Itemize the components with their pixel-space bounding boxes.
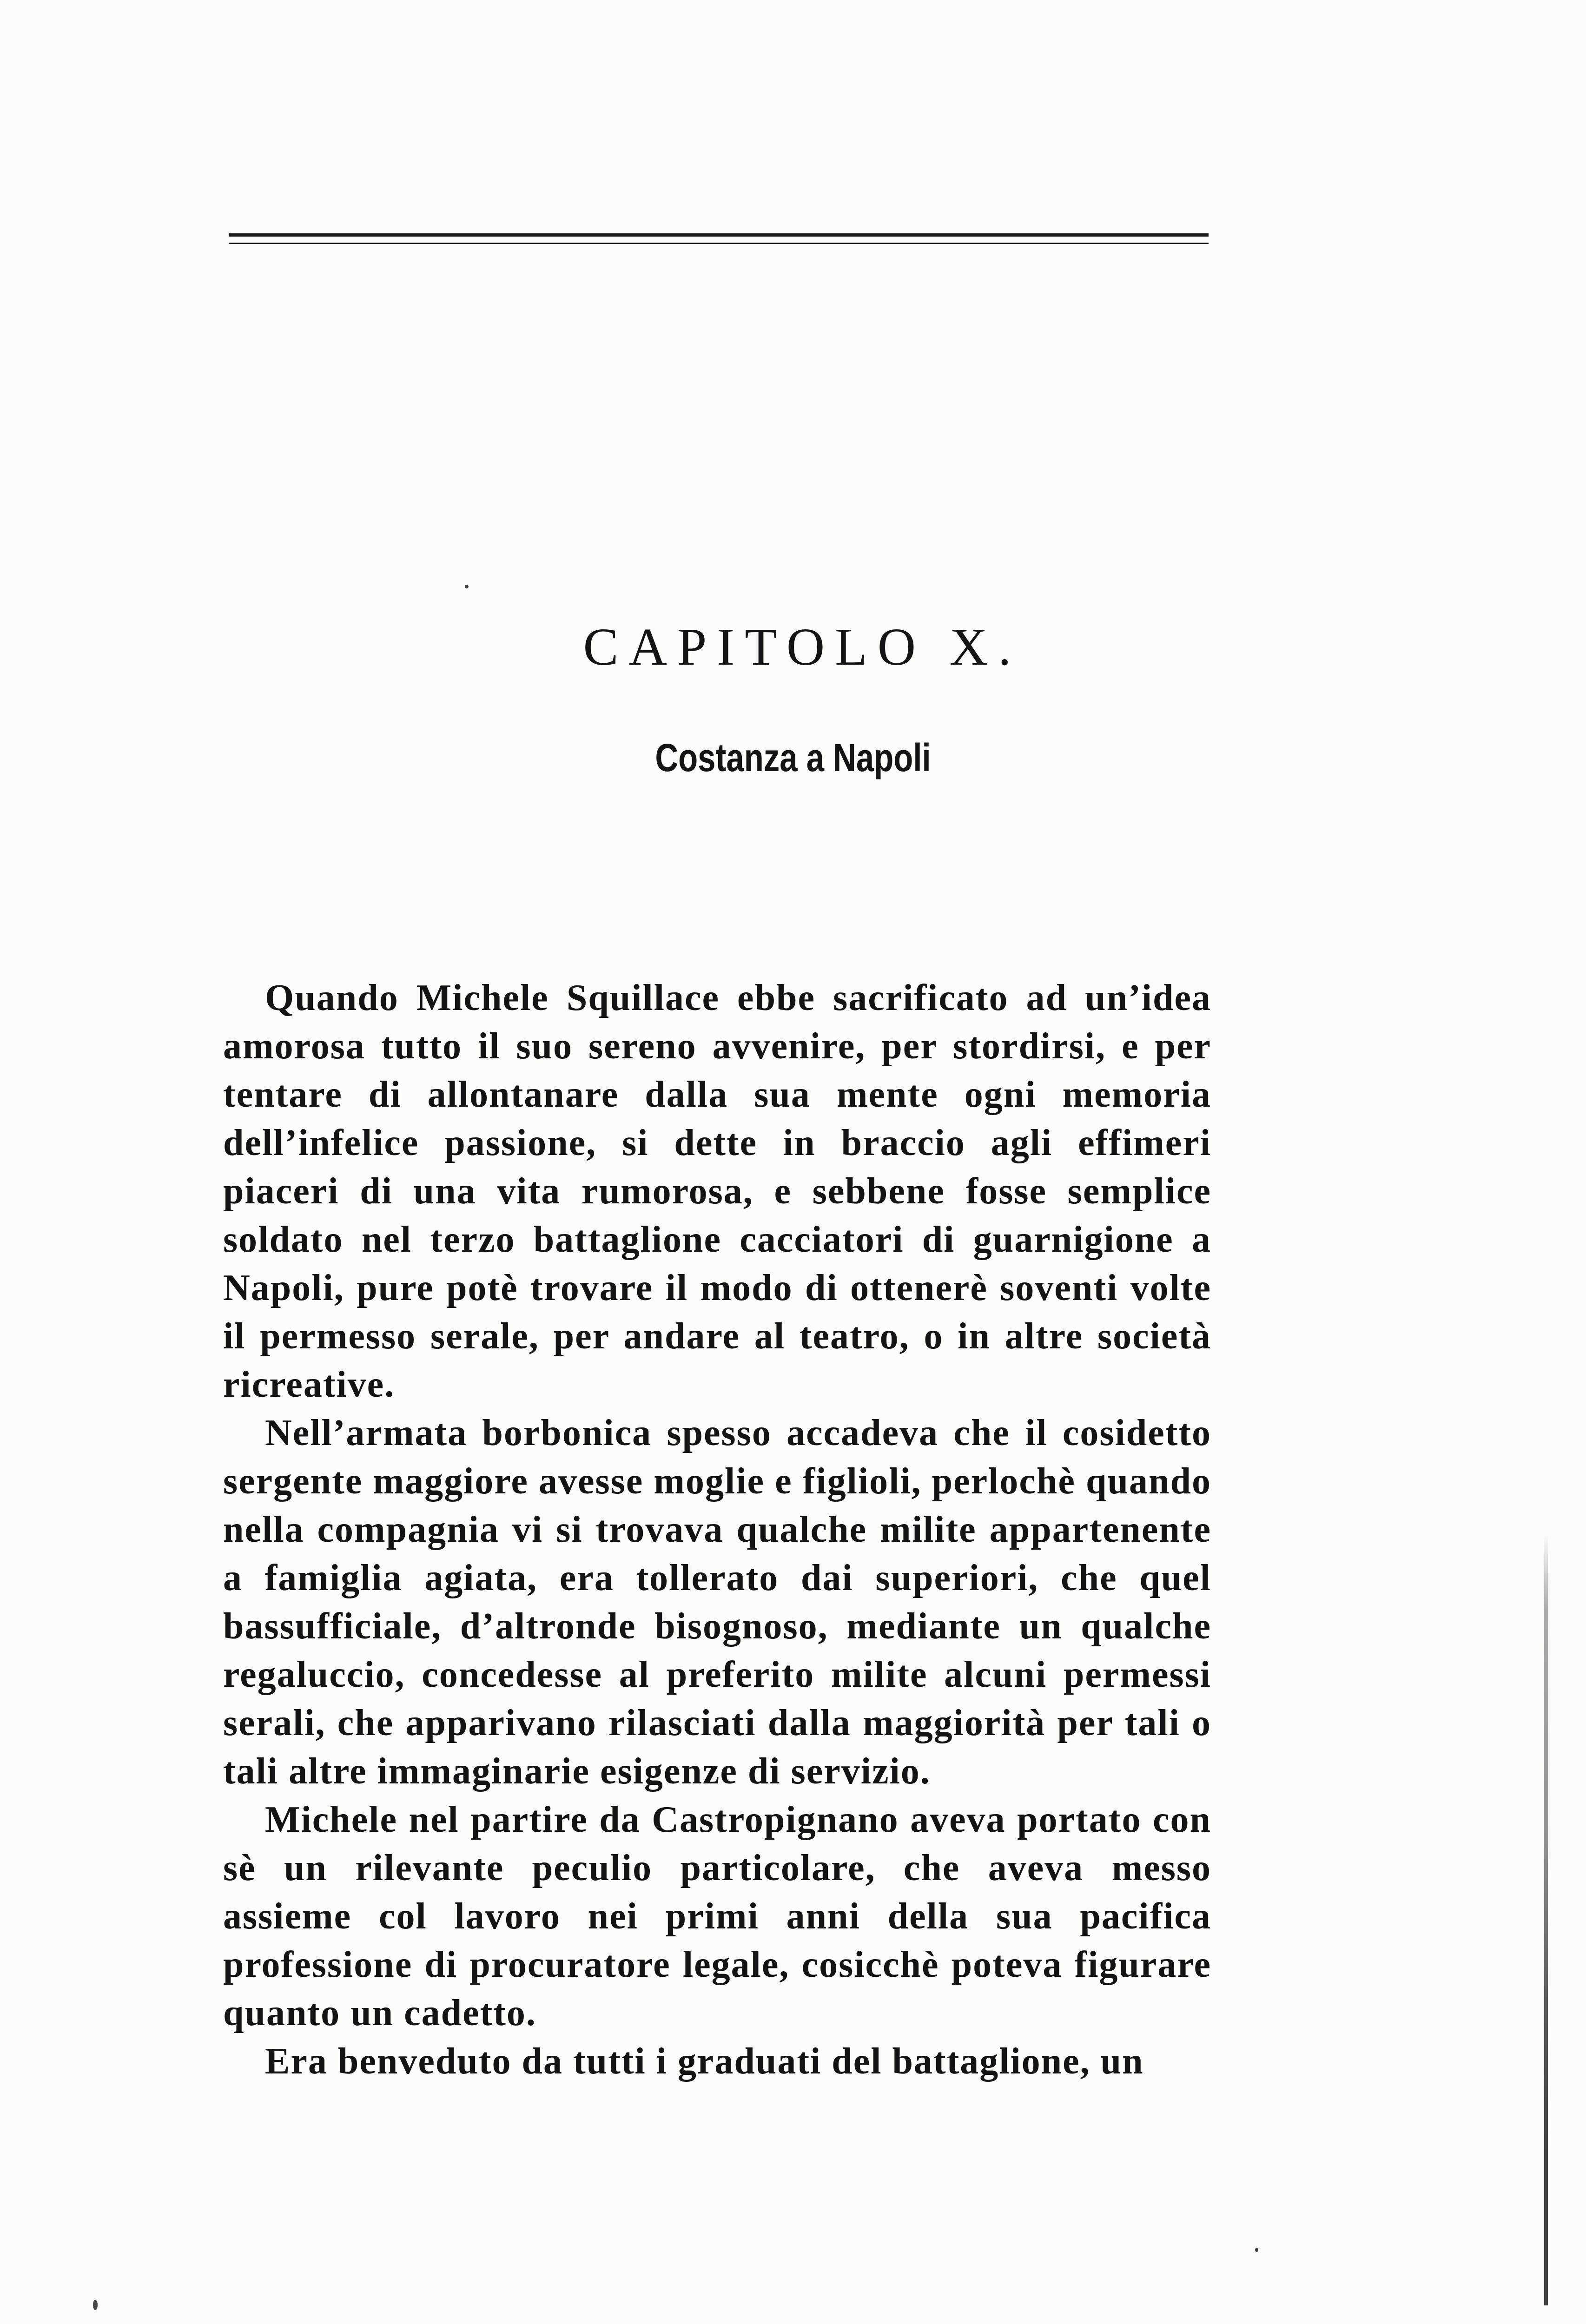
paragraph-4: Era benveduto da tutti i graduati del battaglione, un [265,2041,1144,2082]
chapter-title: Costanza a Napoli [655,736,931,779]
ink-speck [465,585,469,588]
ink-speck [93,2300,98,2310]
chapter-heading: CAPITOLO X. [583,617,1022,676]
paragraph-2: Nell’armata borbonica spesso accadeva che il cosidetto sergente maggiore avesse moglie e figlioli, perlochè quando nella compagnia vi si trovava qualche milite appartenente a famiglia agiata, era tollerato dai superiori, che quel bassufficiale, d’altronde bisognoso, mediante un qualche regaluccio, concedesse al preferito milite alcuni permessi serali, che apparivano rilasciati dalla maggiorità per tali o tali altre immaginarie esigenze di servizio. [223,1413,1211,1792]
body-text [223,974,1211,2086]
ink-speck [1255,2248,1258,2252]
paragraph-1: Quando Michele Squillace ebbe sacrificato ad un’idea amorosa tutto il suo sereno avvenire, per stordirsi, e per tentare di allontanare dalla sua mente ogni memoria dell’infelice passione, si dette in braccio agli effimeri piaceri di una vita rumorosa, e sebbene fosse semplice soldato nel terzo battaglione cacciatori di guarnigione a Napoli, pure potè trovare il modo di ottenerè soventi volte il permesso serale, per andare al teatro, o in altre società ricreative. [223,977,1211,1405]
header-rule-thick [229,233,1209,237]
scan-edge-mark [1544,1534,1548,2305]
paragraph-3: Michele nel partire da Castropignano aveva portato con sè un rilevante peculio particolare, che aveva messo assieme col lavoro nei primi anni della sua pacifica professione di procuratore legale, cosicchè poteva figurare quanto un cadetto. [223,1799,1211,2034]
header-rule-thin [229,243,1209,244]
